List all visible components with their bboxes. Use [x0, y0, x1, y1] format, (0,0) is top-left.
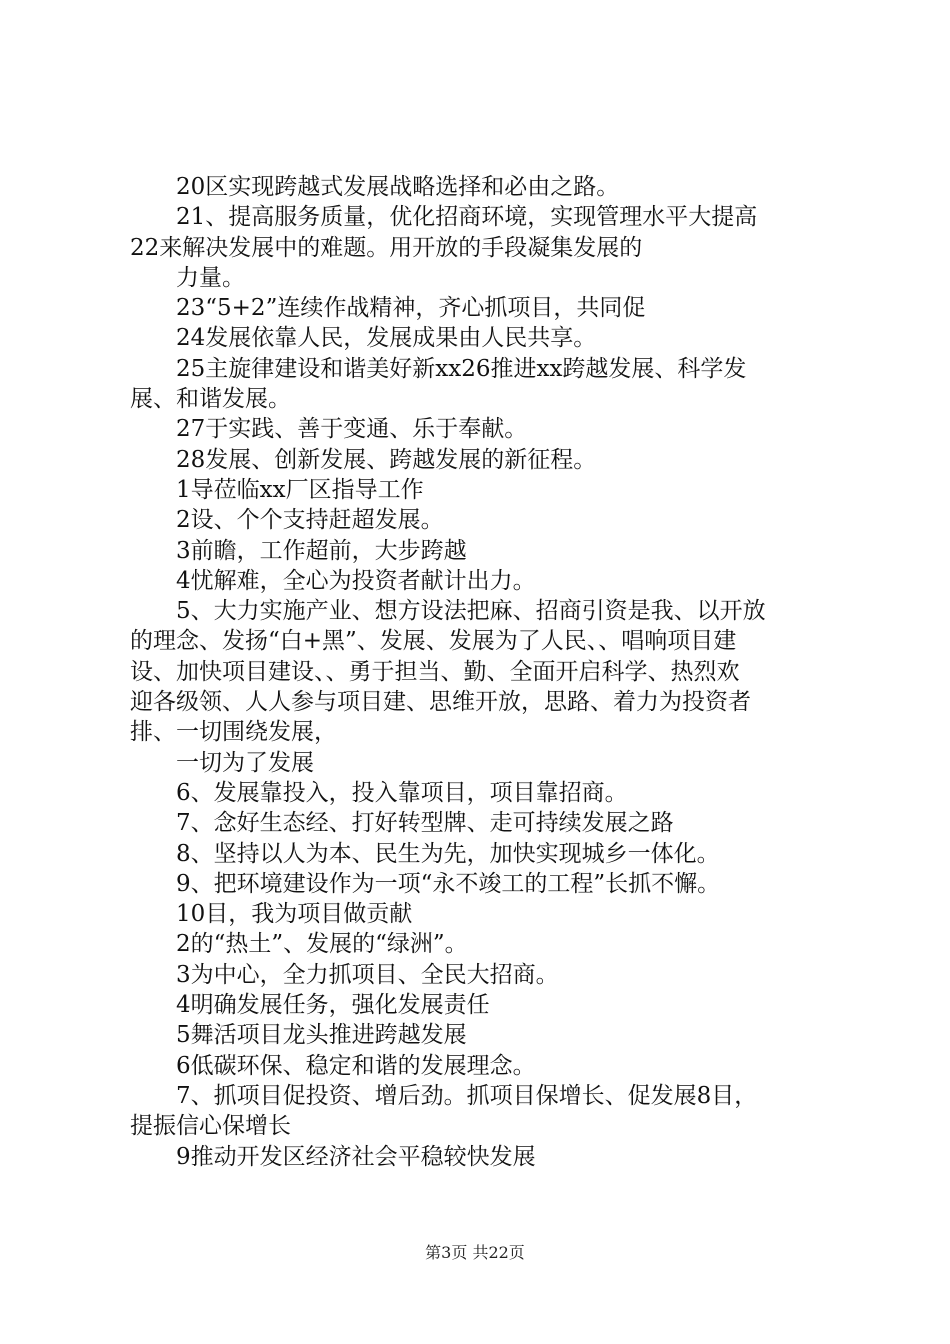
- text-line: 21、提高服务质量，优化招商环境，实现管理水平大提高: [176, 204, 758, 231]
- text-line: 7、念好生态经、打好转型牌、走可持续发展之路: [176, 810, 674, 837]
- text-line: 4忧解难，全心为投资者献计出力。: [176, 567, 536, 594]
- text-line: 28发展、创新发展、跨越发展的新征程。: [176, 446, 597, 473]
- text-line: 设、加快项目建设、、勇于担当、勤、全面开启科学、热烈欢: [130, 658, 740, 685]
- text-line: 一切为了发展: [176, 749, 314, 776]
- text-line: 23“5+2”连续作战精神，齐心抓项目，共同促: [176, 295, 646, 322]
- text-line: 4明确发展任务，强化发展责任: [176, 992, 490, 1019]
- text-line: 3前瞻，工作超前，大步跨越: [176, 537, 467, 564]
- text-line: 27于实践、善于变通、乐于奉献。: [176, 416, 528, 443]
- text-line: 24发展依靠人民，发展成果由人民共享。: [176, 325, 597, 352]
- text-line: 5舞活项目龙头推进跨越发展: [176, 1022, 467, 1049]
- text-line: 25主旋律建设和谐美好新xx26推进xx跨越发展、科学发: [176, 355, 747, 382]
- text-line: 5、大力实施产业、想方设法把麻、招商引资是我、以开放: [176, 598, 766, 625]
- text-line: 排、一切围绕发展，: [130, 719, 337, 746]
- page-footer: 第3页 共22页: [425, 1243, 525, 1262]
- text-line: 力量。: [176, 264, 245, 291]
- text-line: 展、和谐发展。: [130, 386, 291, 413]
- text-line: 的理念、发扬“白+黑”、发展、发展为了人民、、唱响项目建: [130, 628, 737, 655]
- text-line: 8、坚持以人为本、民生为先，加快实现城乡一体化。: [176, 840, 720, 867]
- text-line: 提振信心保增长: [130, 1113, 291, 1140]
- text-line: 2设、个个支持赶超发展。: [176, 507, 444, 534]
- text-line: 22来解决发展中的难题。用开放的手段凝集发展的: [130, 234, 643, 261]
- text-line: 6、发展靠投入，投入靠项目，项目靠招商。: [176, 779, 628, 806]
- text-line: 7、抓项目促投资、增后劲。抓项目保增长、促发展8目，: [176, 1082, 758, 1109]
- text-line: 9推动开发区经济社会平稳较快发展: [176, 1143, 536, 1170]
- text-line: 6低碳环保、稳定和谐的发展理念。: [176, 1052, 536, 1079]
- text-line: 迎各级领、人人参与项目建、思维开放，思路、着力为投资者: [130, 689, 751, 716]
- text-line: 10目，我为项目做贡献: [176, 901, 413, 928]
- text-line: 20区实现跨越式发展战略选择和必由之路。: [176, 174, 620, 200]
- text-line: 9、把环境建设作为一项“永不竣工的工程”长抓不懈。: [176, 870, 721, 897]
- text-line: 3为中心，全力抓项目、全民大招商。: [176, 961, 559, 988]
- text-line: 1导莅临xx厂区指导工作: [176, 476, 424, 503]
- document-body: [130, 172, 830, 1172]
- text-line: 2的“热土”、发展的“绿洲”。: [176, 931, 468, 958]
